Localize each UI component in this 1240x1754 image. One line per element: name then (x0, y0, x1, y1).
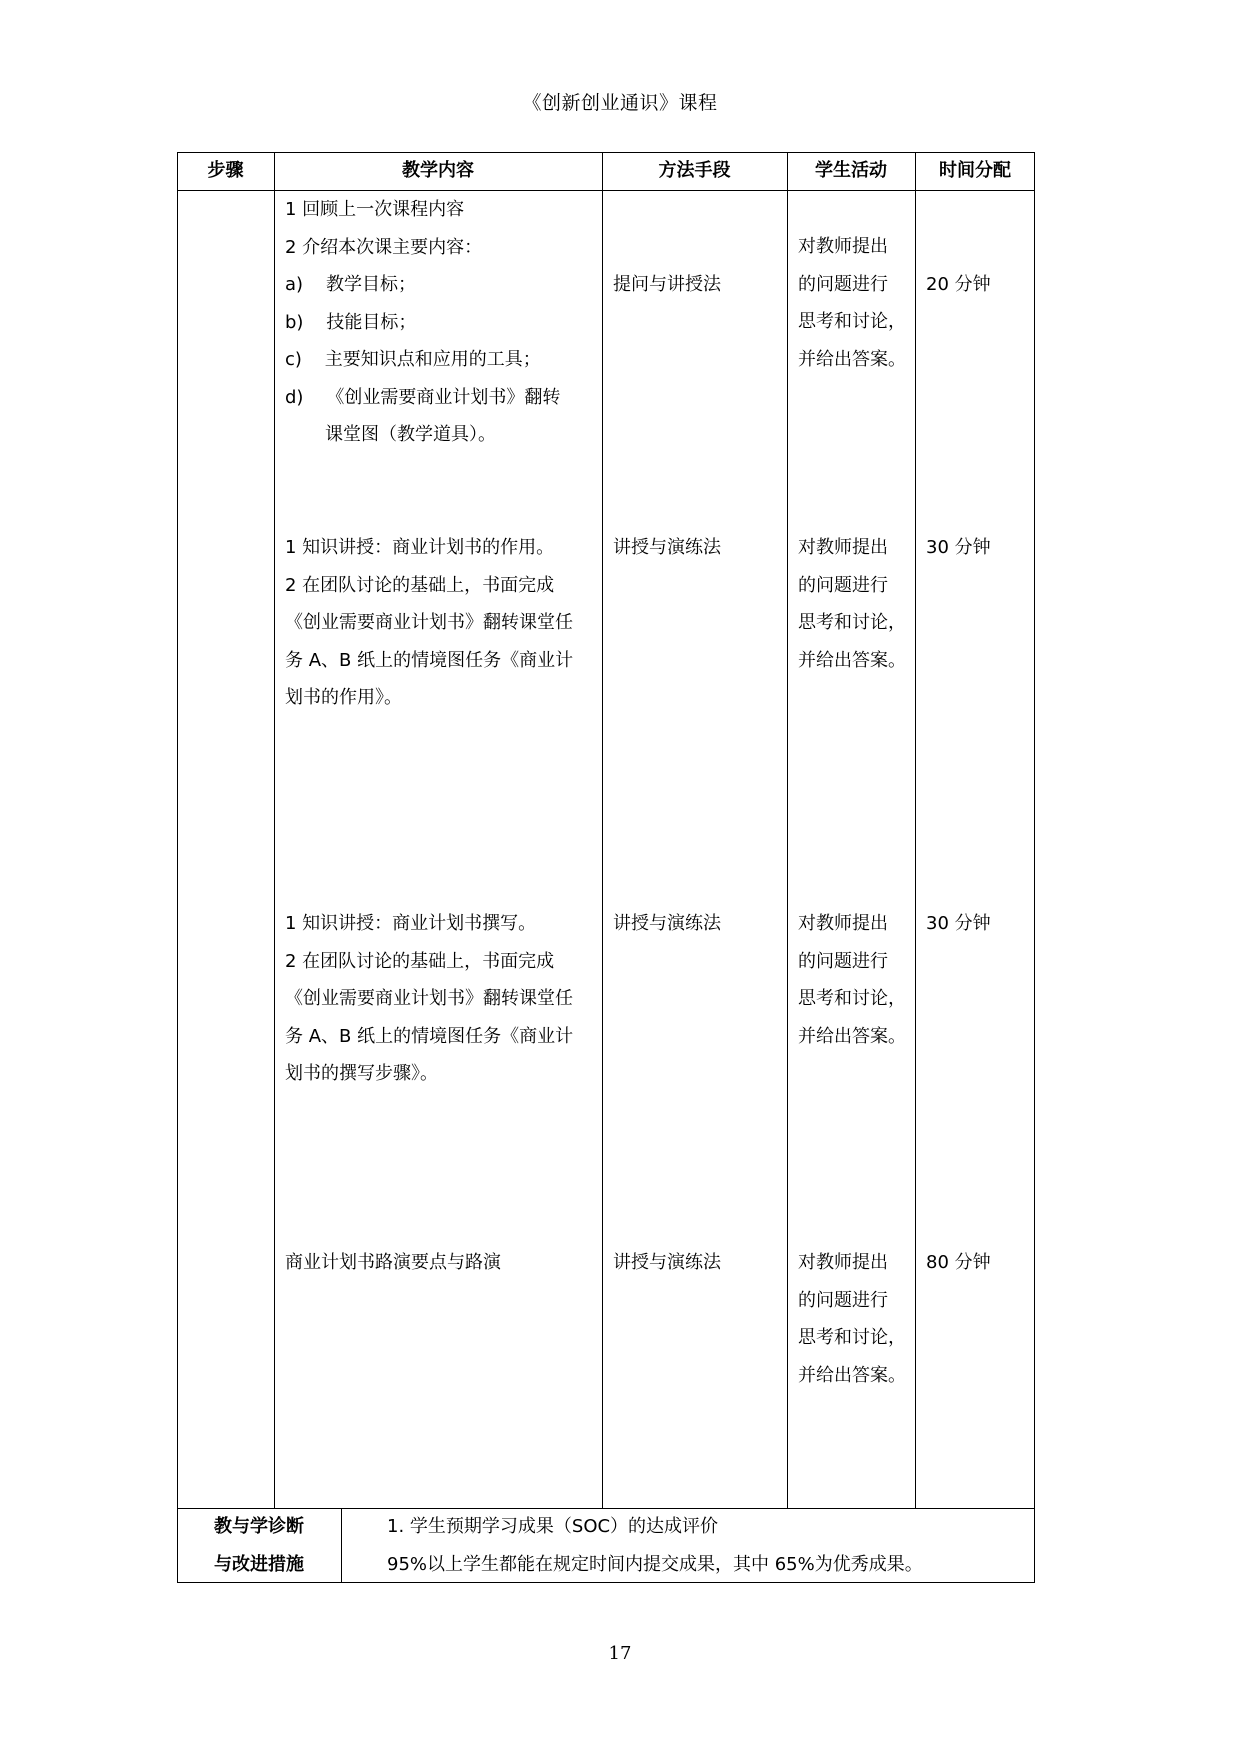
content-cell-4 (285, 1244, 501, 1282)
diagnosis-label-line: 与改进措施 (214, 1553, 304, 1575)
header-content: 教学内容 (402, 160, 474, 181)
activity-line: 思考和讨论， (798, 311, 906, 332)
content-line: c) 主要知识点和应用的工具； (285, 349, 541, 370)
content-line: 商业计划书路演要点与路演 (285, 1252, 501, 1273)
diagnosis-label (177, 1508, 341, 1583)
content-line: 2 在团队讨论的基础上，书面完成 (285, 950, 555, 972)
column-divider (915, 152, 916, 1509)
page-header-title: 《创新创业通识》课程 (522, 92, 718, 114)
activity-line: 思考和讨论， (798, 1327, 906, 1348)
activity-line: 并给出答案。 (798, 1025, 906, 1047)
header-method: 方法手段 (658, 160, 731, 181)
activity-line: 的问题进行 (798, 950, 888, 972)
content-line: 划书的撰写步骤》。 (285, 1063, 438, 1084)
time-cell-2: 30 分钟 (926, 537, 991, 558)
time-cell-3: 30 分钟 (926, 913, 991, 934)
activity-line: 并给出答案。 (798, 348, 906, 370)
activity-line: 对教师提出 (798, 1252, 888, 1273)
method-cell-4: 讲授与演练法 (613, 1252, 721, 1273)
content-line: 1 知识讲授：商业计划书的作用。 (285, 537, 555, 558)
diagnosis-text-line: 1. 学生预期学习成果（SOC）的达成评价 (387, 1516, 719, 1537)
column-divider (274, 152, 275, 1509)
content-line: 2 介绍本次课主要内容： (285, 236, 483, 258)
content-line: 《创业需要商业计划书》翻转课堂任 (285, 612, 573, 633)
time-cell-1: 20 分钟 (926, 274, 991, 295)
activity-line: 的问题进行 (798, 574, 888, 596)
activity-line: 对教师提出 (798, 537, 888, 558)
content-line: d) 《创业需要商业计划书》翻转 (285, 386, 561, 408)
content-line: 务 A、B 纸上的情境图任务《商业计 (285, 1025, 574, 1047)
content-line: 课堂图（教学道具）。 (285, 424, 497, 445)
method-cell-2: 讲授与演练法 (613, 537, 721, 558)
diagnosis-label-line: 教与学诊断 (214, 1516, 304, 1537)
page-number: 17 (608, 1643, 632, 1664)
content-cell-1 (285, 191, 560, 454)
activity-cell-1 (798, 228, 906, 378)
method-cell-3: 讲授与演练法 (613, 913, 721, 934)
activity-line: 对教师提出 (798, 236, 888, 257)
content-line: 1 知识讲授：商业计划书撰写。 (285, 913, 537, 934)
diagnosis-text-line: 95%以上学生都能在规定时间内提交成果，其中 65%为优秀成果。 (387, 1553, 923, 1575)
activity-line: 思考和讨论， (798, 612, 906, 633)
diagnosis-text (387, 1508, 923, 1583)
header-step: 步骤 (207, 160, 244, 181)
content-line: a) 教学目标； (285, 274, 416, 295)
header-time: 时间分配 (939, 160, 1011, 181)
activity-line: 的问题进行 (798, 273, 888, 295)
content-line: 2 在团队讨论的基础上，书面完成 (285, 574, 555, 596)
content-cell-2 (285, 529, 573, 717)
column-divider (787, 152, 788, 1509)
activity-line: 的问题进行 (798, 1289, 888, 1311)
column-divider (602, 152, 603, 1509)
activity-line: 并给出答案。 (798, 1364, 906, 1386)
activity-cell-2 (798, 529, 906, 679)
activity-line: 思考和讨论， (798, 988, 906, 1009)
column-divider (341, 1508, 342, 1583)
time-cell-4: 80 分钟 (926, 1252, 991, 1273)
content-cell-3 (285, 905, 573, 1093)
content-line: 务 A、B 纸上的情境图任务《商业计 (285, 649, 574, 671)
content-line: b) 技能目标； (285, 311, 417, 333)
activity-line: 对教师提出 (798, 913, 888, 934)
method-cell-1: 提问与讲授法 (613, 274, 721, 295)
activity-line: 并给出答案。 (798, 649, 906, 671)
content-line: 划书的作用》。 (285, 687, 402, 708)
header-activity: 学生活动 (815, 160, 887, 181)
content-line: 《创业需要商业计划书》翻转课堂任 (285, 988, 573, 1009)
activity-cell-3 (798, 905, 906, 1055)
activity-cell-4 (798, 1244, 906, 1394)
content-line: 1 回顾上一次课程内容 (285, 199, 465, 220)
